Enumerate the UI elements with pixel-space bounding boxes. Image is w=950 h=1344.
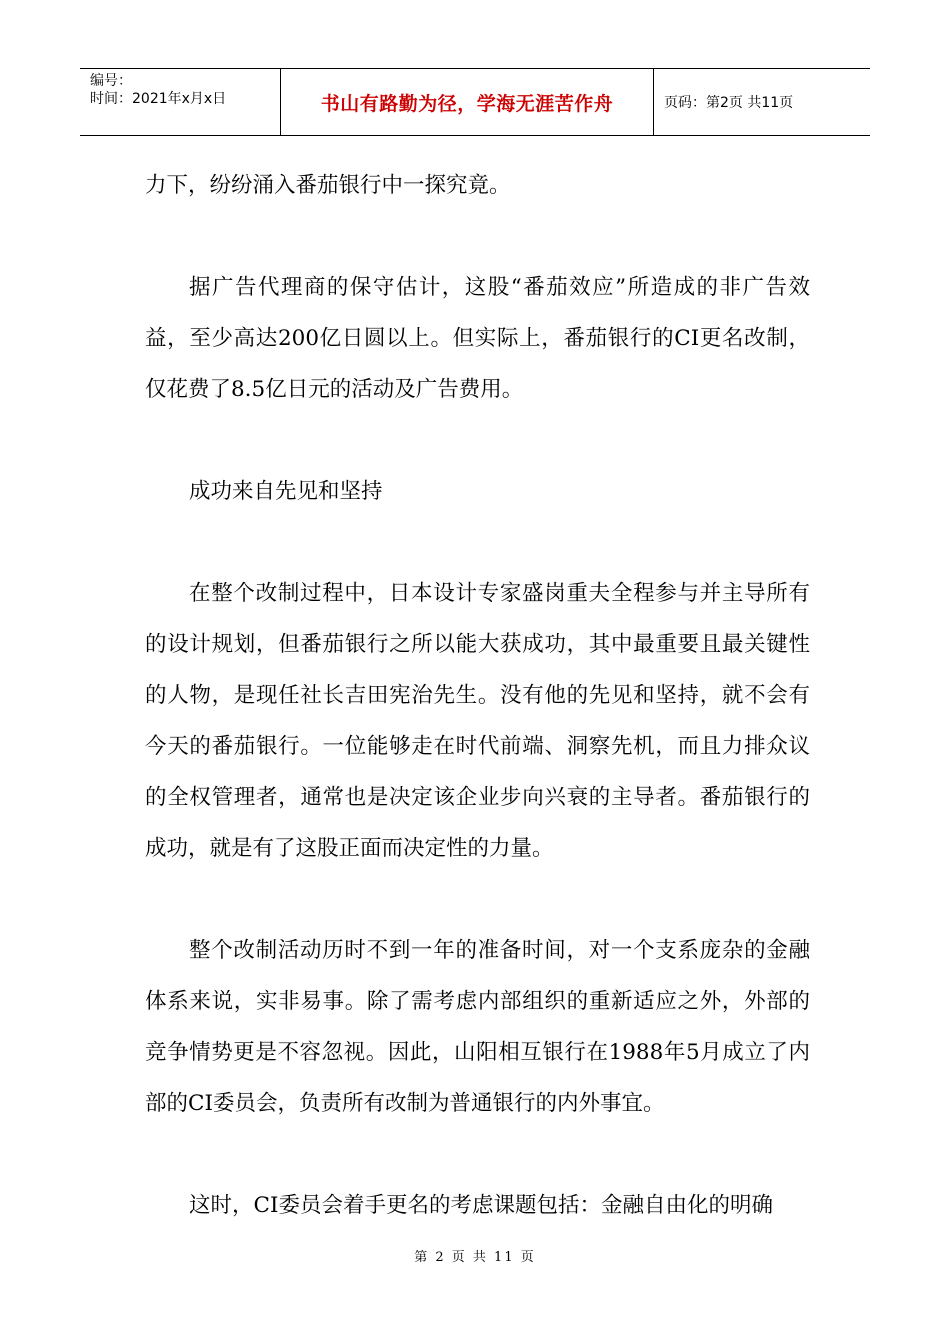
header-meta <box>80 69 281 135</box>
paragraph: 在整个改制过程中，日本设计专家盛岗重夫全程参与并主导所有的设计规划，但番茄银行之所以能大获成功，其中最重要且最关键性的人物，是现任社长吉田宪治先生。没有他的先见和坚持，就不会有今天的番茄银行。一位能够走在时代前端、洞察先机，而且力排众议的全权管理者，通常也是决定该企业步向兴衰的主导者。番茄银行的成功，就是有了这股正面而决定性的力量。 <box>145 581 810 861</box>
page-header <box>80 68 870 136</box>
document-body <box>145 160 810 1231</box>
section-heading: 成功来自先见和坚持 <box>189 479 383 504</box>
document-number-label: 编号： <box>90 73 132 89</box>
document-date: 时间：2021年x月x日 <box>90 91 227 107</box>
header-page-info: 页码：第2页 共11页 <box>664 95 794 111</box>
paragraph: 力下，纷纷涌入番茄银行中一探究竟。 <box>145 173 511 198</box>
header-motto: 书山有路勤为径，学海无涯苦作舟 <box>281 69 654 135</box>
paragraph: 整个改制活动历时不到一年的准备时间，对一个支系庞杂的金融体系来说，实非易事。除了需考虑内部组织的重新适应之外，外部的竞争情势更是不容忽视。因此，山阳相互银行在1988年5月成立了内部的CI委员会，负责所有改制为普通银行的内外事宜。 <box>145 938 810 1116</box>
paragraph: 据广告代理商的保守估计，这股“番茄效应”所造成的非广告效益，至少高达200亿日圆以上。但实际上，番茄银行的CI更名改制，仅花费了8.5亿日元的活动及广告费用。 <box>145 275 810 402</box>
paragraph: 这时，CI委员会着手更名的考虑课题包括：金融自由化的明确 <box>189 1193 773 1218</box>
page-footer: 第 2 页 共 11 页 <box>414 1250 536 1265</box>
